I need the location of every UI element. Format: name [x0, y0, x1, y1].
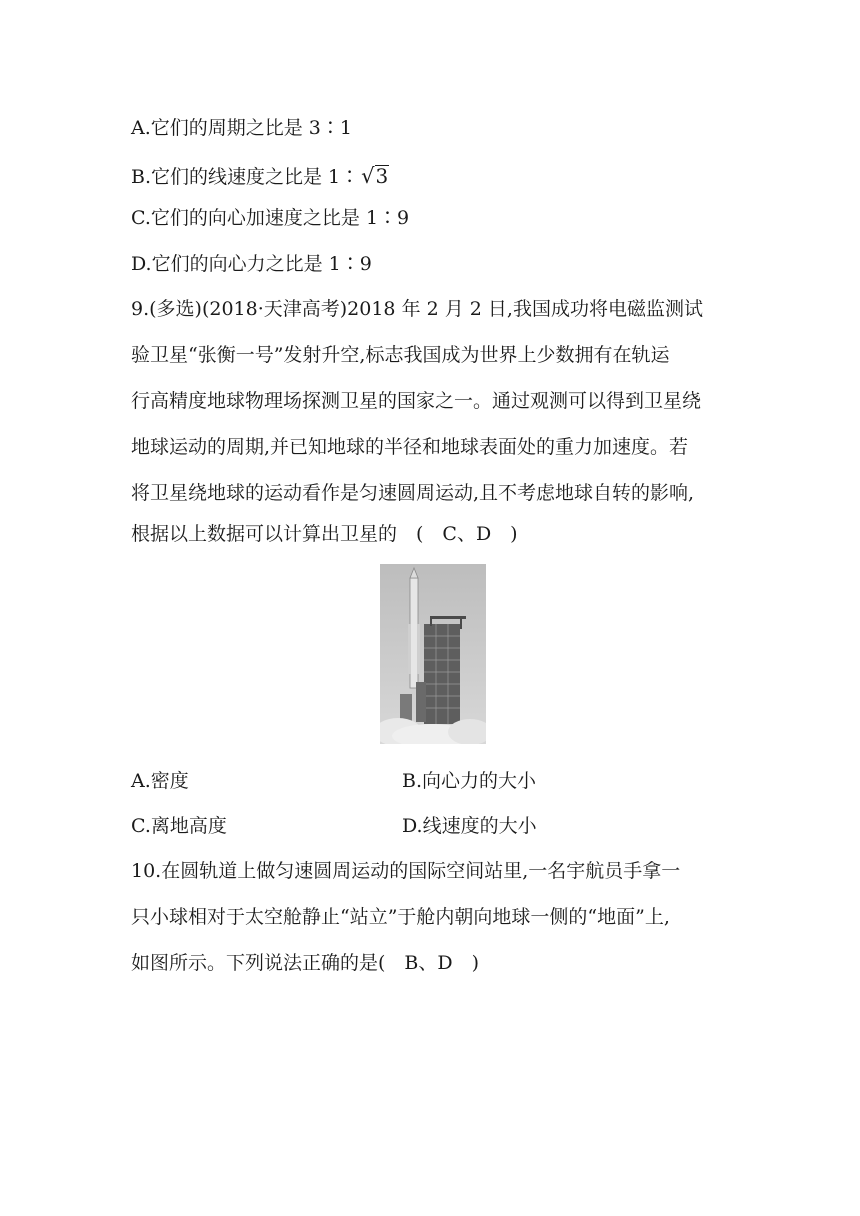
- question-9-line-5: 将卫星绕地球的运动看作是匀速圆周运动,且不考虑地球自转的影响,: [131, 482, 695, 504]
- question-9-line-4: 地球运动的周期,并已知地球的半径和地球表面处的重力加速度。若: [131, 436, 689, 458]
- option-8a: A.它们的周期之比是 3∶1: [131, 117, 352, 139]
- radicand: 3: [375, 164, 389, 188]
- question-9-line-1: 9.(多选)(2018·天津高考)2018 年 2 月 2 日,我国成功将电磁监测试: [131, 298, 703, 320]
- option-9a: A.密度: [131, 770, 189, 792]
- option-9d: D.线速度的大小: [402, 815, 537, 837]
- question-10-line-2: 只小球相对于太空舱静止“站立”于舱内朝向地球一侧的“地面”上,: [131, 906, 670, 928]
- radical-sign: √: [361, 164, 375, 188]
- option-8d: D.它们的向心力之比是 1∶9: [131, 253, 372, 275]
- question-10-line-1: 10.在圆轨道上做匀速圆周运动的国际空间站里,一名宇航员手拿一: [131, 860, 681, 882]
- option-8b-text: B.它们的线速度之比是 1∶: [131, 166, 360, 188]
- rocket-launch-photo: [380, 564, 486, 744]
- question-9-line-3: 行高精度地球物理场探测卫星的国家之一。通过观测可以得到卫星绕: [131, 390, 702, 412]
- option-9c: C.离地高度: [131, 815, 227, 837]
- question-10-line-3: 如图所示。下列说法正确的是( B、D ): [131, 952, 480, 974]
- sqrt-three: [361, 164, 389, 188]
- question-9-line-6: 根据以上数据可以计算出卫星的 ( C、D ): [131, 523, 518, 545]
- option-8b: [131, 164, 389, 189]
- question-9-line-2: 验卫星“张衡一号”发射升空,标志我国成为世界上少数拥有在轨运: [131, 344, 670, 366]
- option-9b: B.向心力的大小: [402, 770, 537, 792]
- option-8c: C.它们的向心加速度之比是 1∶9: [131, 207, 410, 229]
